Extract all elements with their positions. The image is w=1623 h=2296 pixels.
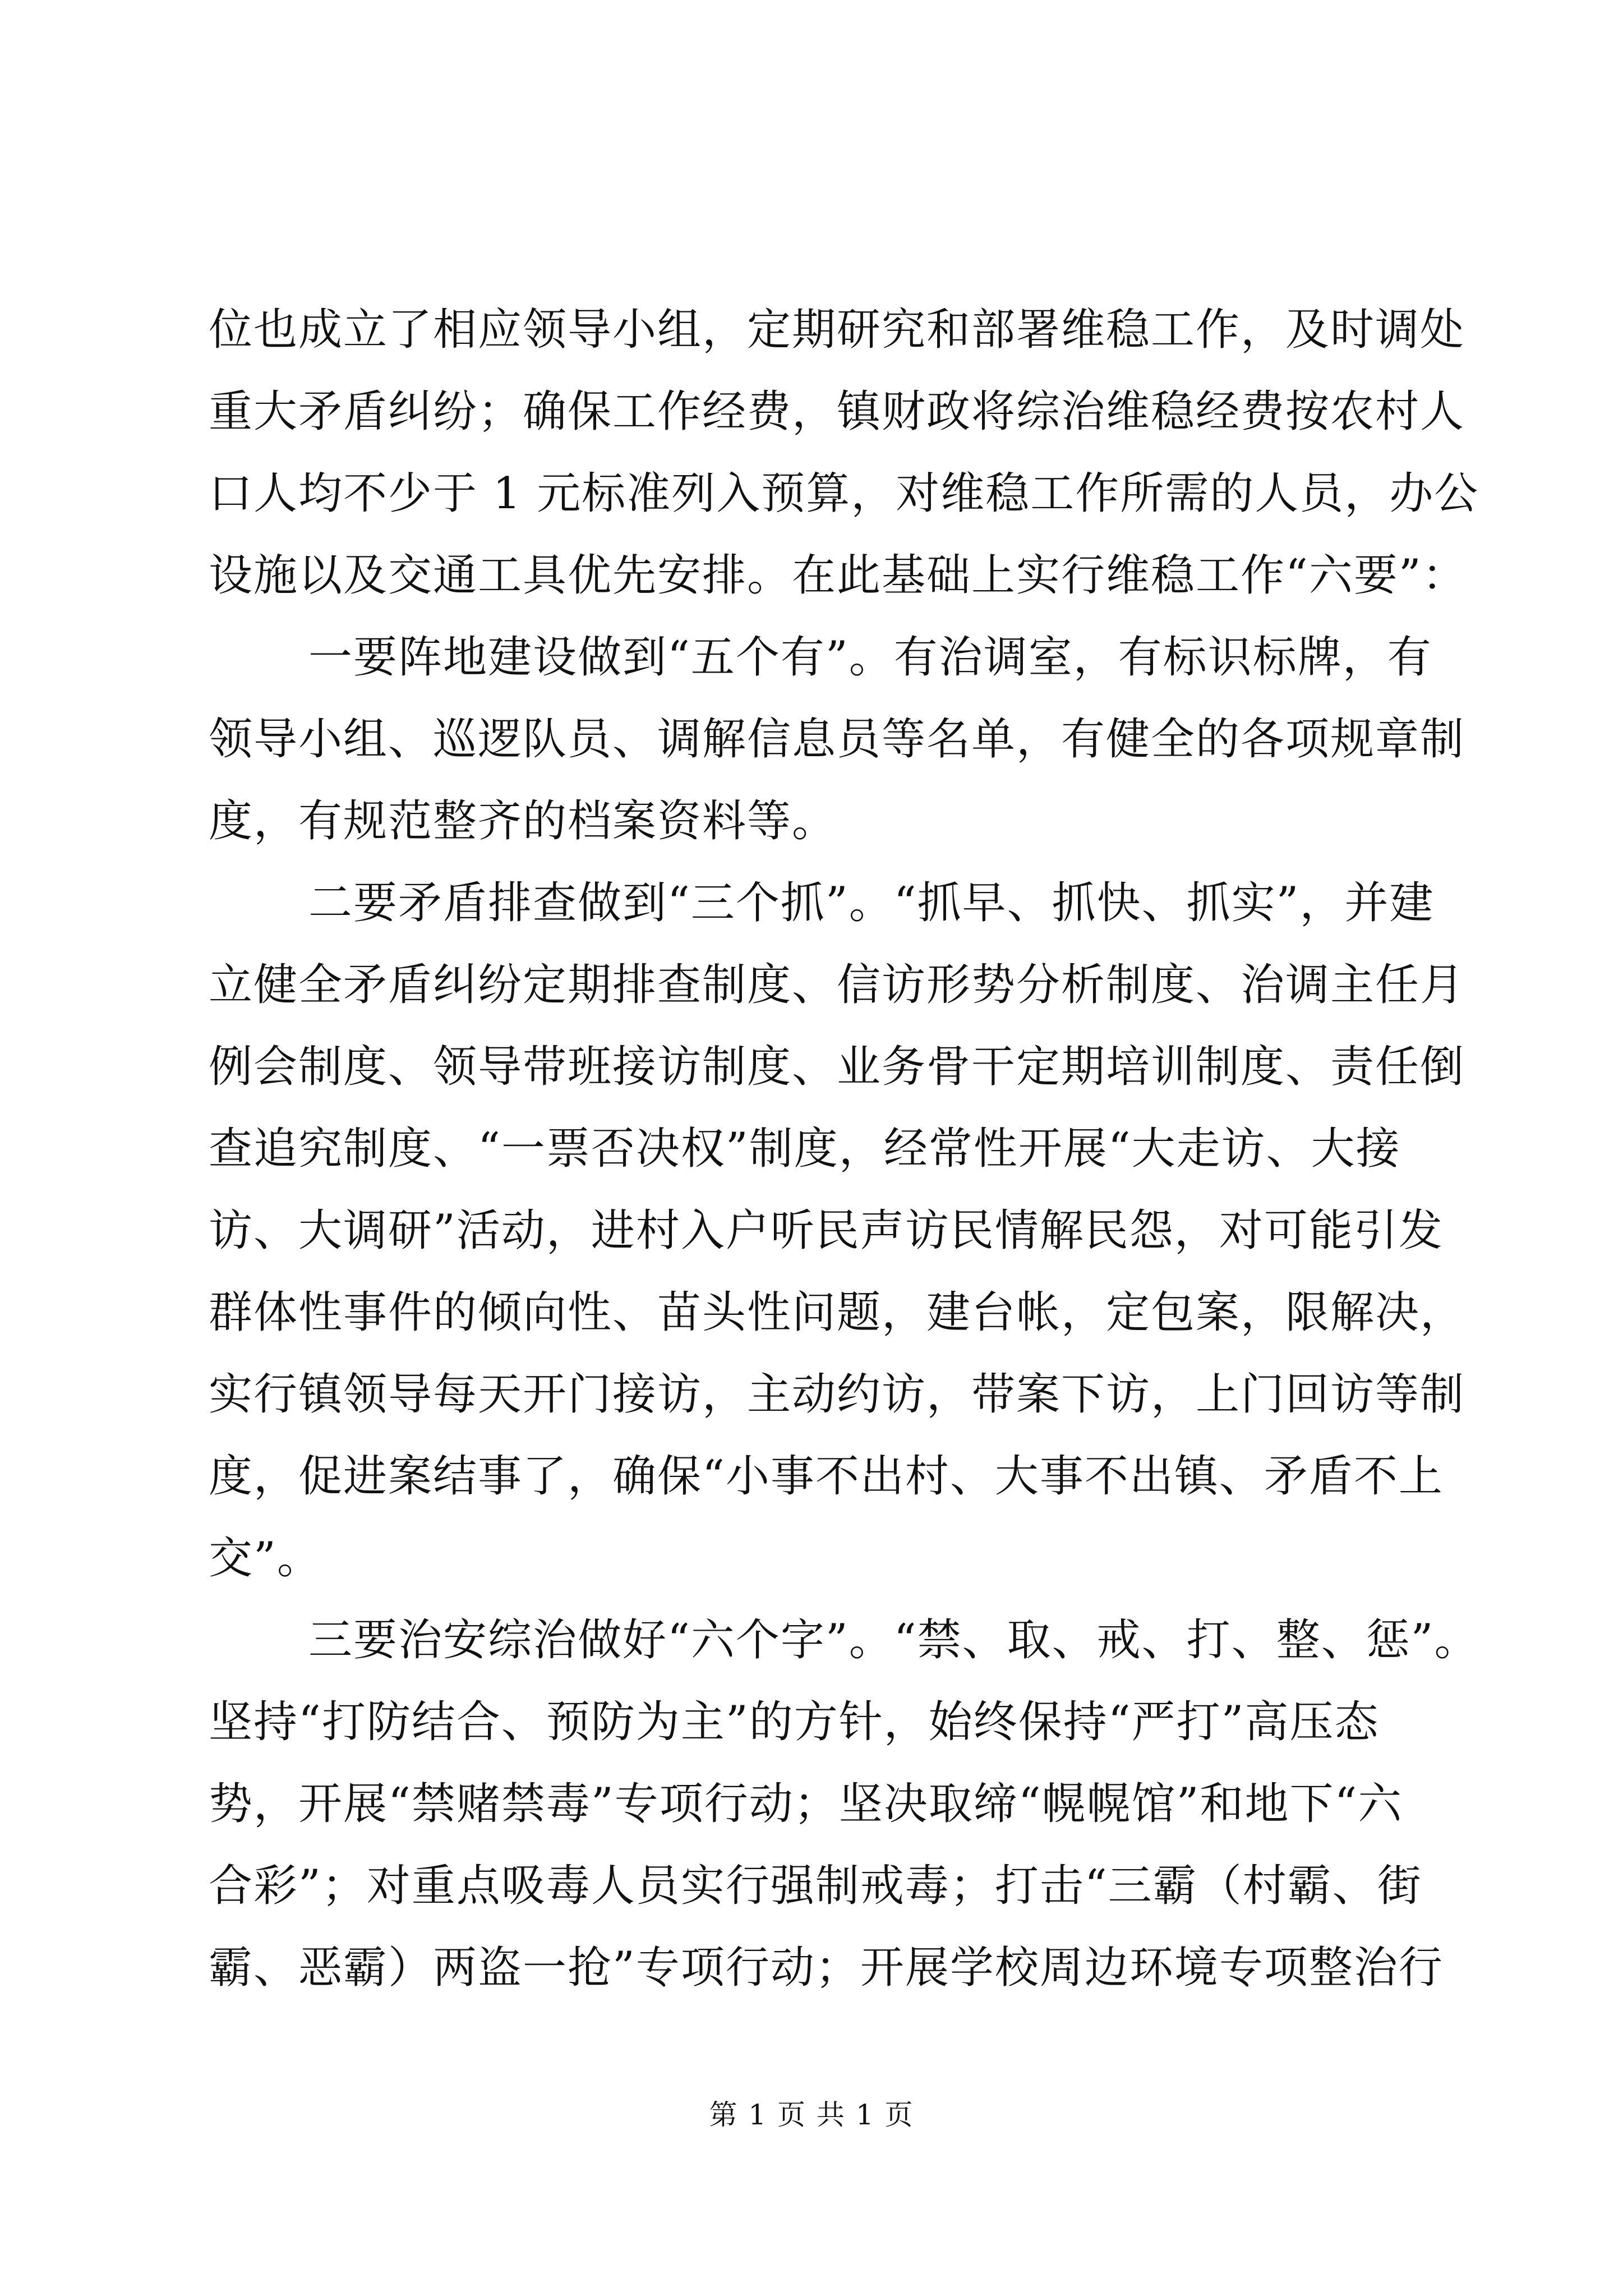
text-line: 查追究制度、“一票否决权”制度，经常性开展“大走访、大接 [209,1124,1401,1174]
text-line: 交”。 [209,1533,322,1584]
text-line: 设施以及交通工具优先安排。在此基础上实行维稳工作“六要”： [209,550,1467,601]
text-line: 霸、恶霸）两盗一抢”专项行动；开展学校周边环境专项整治行 [209,1943,1444,1993]
text-line: 访、大调研”活动，进村入户听民声访民情解民怨，对可能引发 [209,1205,1444,1256]
text-line: 口人均不少于 1 元标准列入预算，对维稳工作所需的人员，办公 [209,468,1479,519]
text-line: 合彩”；对重点吸毒人员实行强制戒毒；打击“三霸（村霸、街 [209,1861,1422,1911]
text-line: 重大矛盾纠纷；确保工作经费，镇财政将综治维稳经费按农村人 [209,386,1465,437]
text-line: 例会制度、领导带班接访制度、业务骨干定期培训制度、责任倒 [209,1042,1465,1092]
paragraph-first-line: 一要阵地建设做到“五个有”。有治调室，有标识标牌，有 [308,632,1432,683]
page-number-label: 第 1 页 共 1 页 [709,2099,914,2131]
text-line: 度，有规范整齐的档案资料等。 [209,796,837,846]
text-line: 势，开展“禁赌禁毒”专项行动；坚决取缔“幌幌馆”和地下“六 [209,1779,1403,1829]
page-footer [0,2095,1623,2134]
text-line: 实行镇领导每天开门接访，主动约访，带案下访，上门回访等制 [209,1369,1465,1420]
paragraph-first-line: 三要治安综治做好“六个字”。“禁、取、戒、打、整、惩”。 [308,1615,1479,1665]
text-line: 位也成立了相应领导小组，定期研究和部署维稳工作，及时调处 [209,305,1465,355]
text-line: 度，促进案结事了，确保“小事不出村、大事不出镇、矛盾不上 [209,1451,1444,1502]
text-line: 坚持“打防结合、预防为主”的方针，始终保持“严打”高压态 [209,1697,1380,1747]
text-line: 群体性事件的倾向性、苗头性问题，建台帐，定包案，限解决， [209,1287,1465,1338]
paragraph-first-line: 二要矛盾排查做到“三个抓”。“抓早、抓快、抓实”，并建 [308,878,1435,928]
text-line: 立健全矛盾纠纷定期排查制度、信访形势分析制度、治调主任月 [209,960,1465,1010]
body-text [209,289,1479,2009]
text-line: 领导小组、巡逻队员、调解信息员等名单，有健全的各项规章制 [209,714,1465,765]
